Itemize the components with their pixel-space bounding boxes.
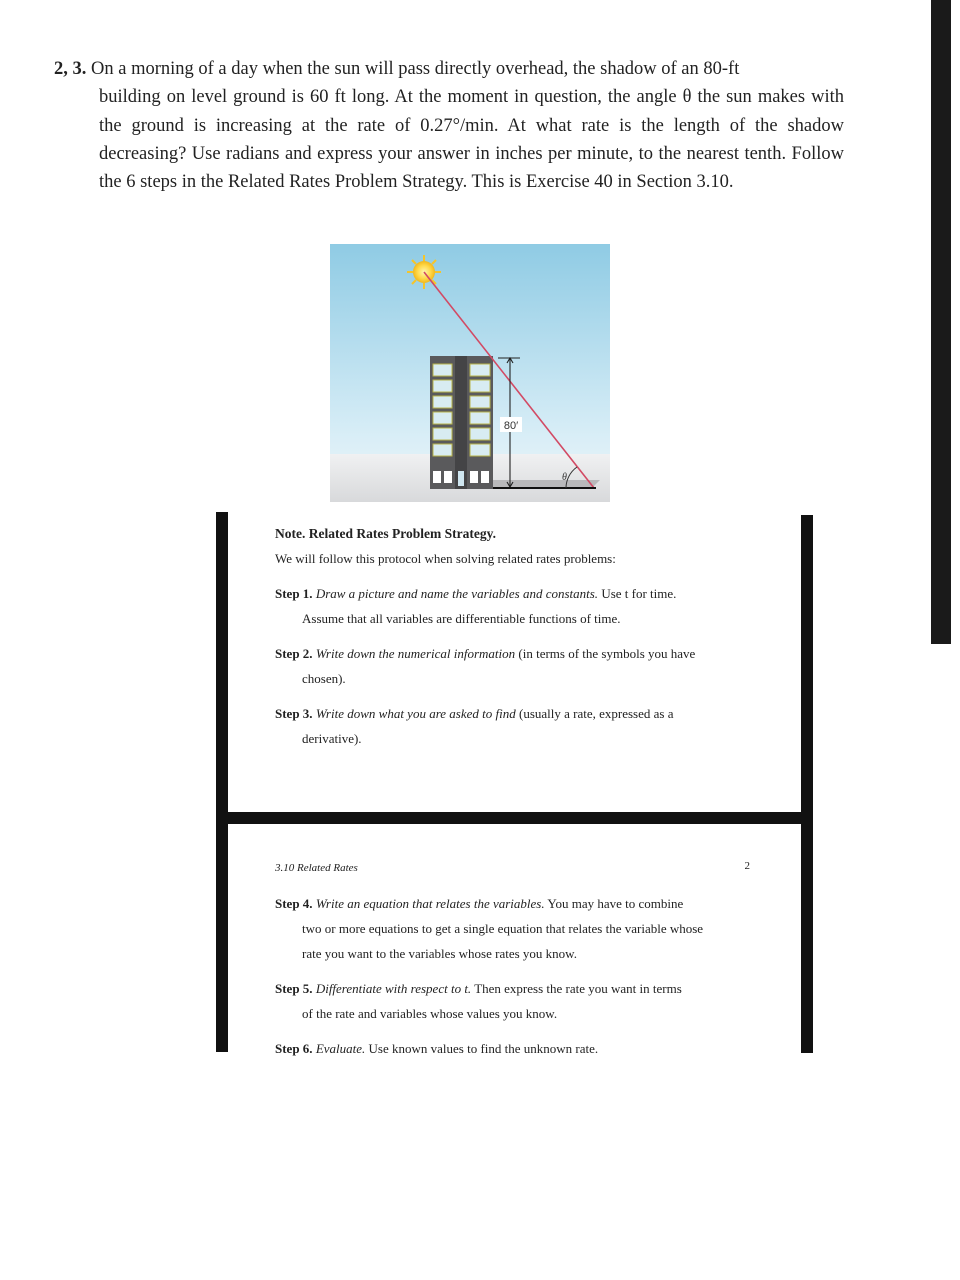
- angle-label: θ: [562, 472, 567, 483]
- problem-number: 2, 3.: [54, 59, 87, 79]
- step-4: Step 4. Write an equation that relates the variables. You may have to combine two or more equations to get a single equation that relates the variable whose rate you want to the variables whose rates you know.: [275, 896, 704, 961]
- problem-text-line1: On a morning of a day when the sun will pass directly overhead, the shadow of an 80-ft: [91, 59, 740, 79]
- step-6: Step 6. Evaluate. Use known values to find the unknown rate.: [275, 1041, 599, 1056]
- box-left-border: [216, 512, 228, 816]
- box-right-border-lower: [801, 816, 813, 1053]
- note-intro: We will follow this protocol when solving related rates problems:: [275, 551, 616, 566]
- shadow: [480, 480, 600, 488]
- box-divider: [216, 812, 813, 824]
- building-shadow-figure: [330, 244, 610, 502]
- step-5: Step 5. Differentiate with respect to t. Then express the rate you want in terms of the rate and variables whose values you know.: [275, 981, 682, 1021]
- figure-svg: [330, 244, 610, 502]
- box-right-border: [801, 515, 813, 816]
- page-number: 2: [744, 860, 750, 872]
- note-title: Note. Related Rates Problem Strategy.: [275, 526, 496, 541]
- scrollbar[interactable]: [931, 0, 951, 644]
- box-left-border-lower: [216, 816, 228, 1052]
- note-bottom-section: [275, 854, 750, 1061]
- note-top-section: [275, 521, 750, 751]
- running-header: 3.10 Related Rates 2: [275, 854, 750, 881]
- step-3: Step 3. Write down what you are asked to find (usually a rate, expressed as a derivative).: [275, 706, 674, 746]
- building: [430, 356, 493, 489]
- problem-statement: [54, 55, 844, 196]
- step-1: Step 1. Draw a picture and name the variables and constants. Use t for time. Assume that all variables are differentiable functions of time.: [275, 586, 677, 626]
- step-2: Step 2. Write down the numerical information (in terms of the symbols you have chosen).: [275, 646, 696, 686]
- problem-text-rest: building on level ground is 60 ft long. At the moment in question, the angle θ the sun makes with the ground is increasing at the rate of 0.27°/min. At what rate is the length of the shadow decreasing? Use radians and express your answer in inches per minute, to the nearest tenth. Follow the 6 steps in the Related Rates Problem Strategy. This is Exercise 40 in Section 3.10.: [99, 87, 844, 193]
- height-label: 80′: [503, 420, 519, 432]
